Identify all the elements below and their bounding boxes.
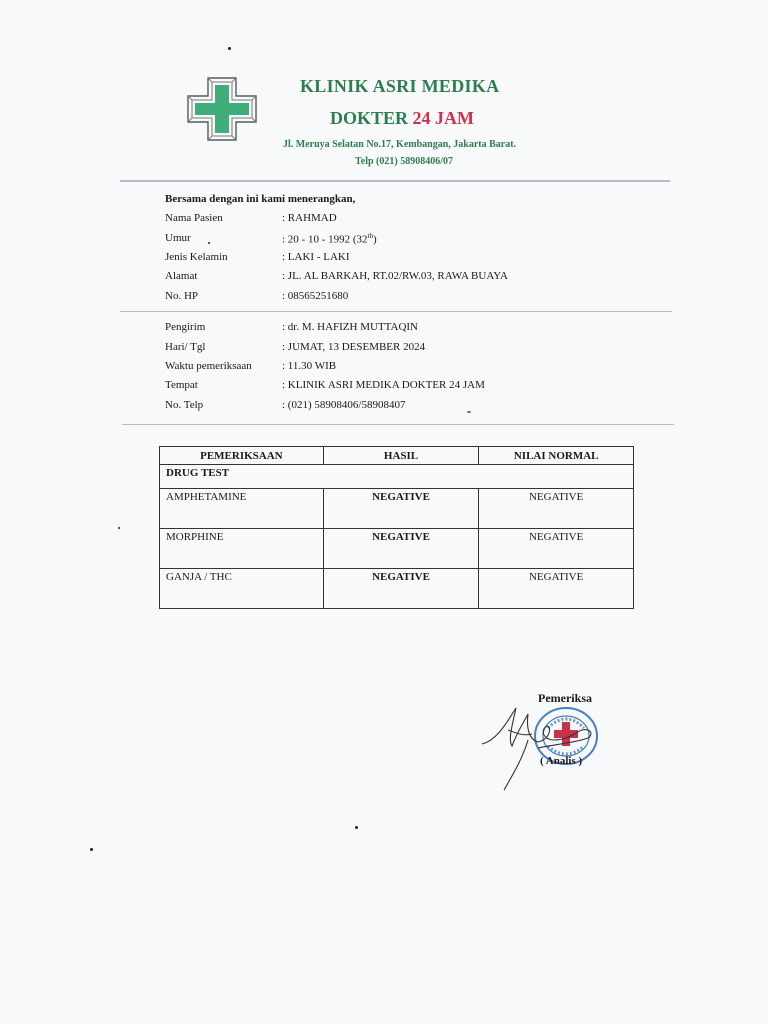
- tel-value: : (021) 58908406/58908407: [282, 399, 406, 411]
- age-suffix: ): [373, 233, 377, 246]
- paper-speck: [118, 527, 120, 529]
- clinic-subtitle: [330, 108, 474, 129]
- table-row: [160, 489, 634, 529]
- test-result: NEGATIVE: [323, 529, 479, 569]
- patient-phone-value: : 08565251680: [282, 290, 349, 302]
- test-name: MORPHINE: [160, 529, 324, 569]
- age-sup: th: [367, 232, 373, 240]
- test-result: NEGATIVE: [323, 569, 479, 609]
- examiner-role: ( Analis ): [540, 755, 583, 767]
- paper-speck: [355, 826, 358, 829]
- test-normal: NEGATIVE: [479, 489, 634, 529]
- test-normal: NEGATIVE: [479, 569, 634, 609]
- test-name: GANJA / THC: [160, 569, 324, 609]
- paper-speck: [228, 47, 231, 50]
- test-normal: NEGATIVE: [479, 529, 634, 569]
- date-value: : JUMAT, 13 DESEMBER 2024: [282, 341, 426, 353]
- header-divider: [120, 180, 670, 182]
- patient-gender-label: Jenis Kelamin: [165, 251, 228, 263]
- paper-speck: [90, 848, 93, 851]
- patient-name-value: : RAHMAD: [282, 212, 337, 224]
- patient-address-label: Alamat: [165, 270, 198, 282]
- patient-gender-value: : LAKI - LAKI: [282, 251, 350, 263]
- patient-address-value: : JL. AL BARKAH, RT.02/RW.03, RAWA BUAYA: [282, 270, 508, 282]
- section-title: DRUG TEST: [160, 465, 634, 489]
- patient-age-value: [282, 232, 377, 246]
- subtitle-hours: 24 JAM: [412, 108, 475, 128]
- results-table: [159, 446, 634, 609]
- patient-name-label: Nama Pasien: [165, 212, 223, 224]
- table-row: [160, 529, 634, 569]
- clinic-address: Jl. Meruya Selatan No.17, Kembangan, Jakarta Barat.: [283, 139, 517, 150]
- patient-divider: [120, 311, 672, 312]
- sender-label: Pengirim: [165, 321, 206, 333]
- place-label: Tempat: [165, 379, 198, 391]
- intro-text: Bersama dengan ini kami menerangkan,: [165, 193, 356, 205]
- time-value: : 11.30 WIB: [282, 360, 337, 372]
- visit-divider: [122, 424, 674, 425]
- paper-speck: [208, 242, 210, 244]
- clinic-phone: Telp (021) 58908406/07: [355, 156, 453, 167]
- clinic-stamp-icon: [478, 700, 608, 795]
- header-nilai-normal: NILAI NORMAL: [479, 447, 634, 465]
- patient-age-label: Umur: [165, 232, 191, 244]
- paper-speck: [467, 411, 471, 413]
- clinic-name: KLINIK ASRI MEDIKA: [300, 76, 500, 96]
- examiner-title: Pemeriksa: [538, 691, 592, 705]
- section-row: [160, 465, 634, 489]
- date-label: Hari/ Tgl: [165, 341, 206, 353]
- table-row: [160, 569, 634, 609]
- test-name: AMPHETAMINE: [160, 489, 324, 529]
- table-header-row: [160, 447, 634, 465]
- time-label: Waktu pemeriksaan: [165, 360, 252, 372]
- header-pemeriksaan: PEMERIKSAAN: [160, 447, 324, 465]
- age-main: : 20 - 10 - 1992 (32: [282, 233, 368, 246]
- header-hasil: HASIL: [323, 447, 479, 465]
- place-value: : KLINIK ASRI MEDIKA DOKTER 24 JAM: [282, 379, 485, 391]
- patient-phone-label: No. HP: [165, 290, 199, 302]
- tel-label: No. Telp: [165, 399, 204, 411]
- test-result: NEGATIVE: [323, 489, 479, 529]
- green-cross-icon: [186, 76, 258, 142]
- subtitle-prefix: DOKTER: [330, 108, 409, 128]
- sender-value: : dr. M. HAFIZH MUTTAQIN: [282, 321, 419, 333]
